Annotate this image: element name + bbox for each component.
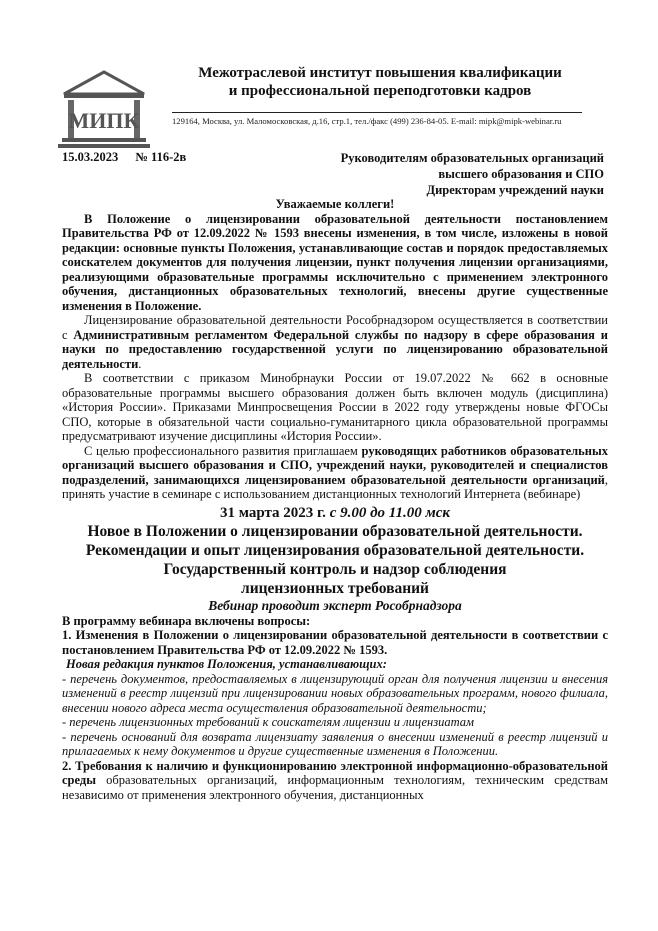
program-item-2 — [62, 759, 608, 803]
event-title-1: Новое в Положении о лицензировании образовательной деятельности. — [87, 522, 583, 540]
program-bullet-1: - перечень документов, предоставляемых в лицензирующий орган для получения лицензии и внесения изменений в реестр лицензий при лицензировании новых образовательных программ, нового филиала, внесении нового адреса места осуществления образовательной деятельности; — [62, 671, 608, 715]
program-item-2-title: 2. Требования к наличию и функционированию электронной информационно-образовательной среды — [62, 758, 608, 787]
letter-body — [62, 197, 608, 802]
document-date: 15.03.2023 — [62, 150, 119, 164]
paragraph-4-audience: руководящих работников образовательных организаций высшего образования и СПО, учреждений науки, руководителей и специалистов подразделений, занимающихся лицензированием образовательной деятельности организаций — [62, 443, 608, 487]
logo-text: МИПК — [68, 108, 140, 133]
paragraph-4 — [62, 444, 608, 502]
program-bullet-2: - перечень лицензионных требований к соискателям лицензии и лицензиатам — [62, 715, 474, 729]
program-item-1-sub: Новая редакция пунктов Положения, устанавливающих: — [66, 657, 387, 671]
paragraph-3: В соответствии с приказом Минобрнауки России от 19.07.2022 № 662 в основные образовательные программы высшего образования должен быть включен модуль (дисциплина) «История России». Приказами Минпросвещения России в 2022 году утверждены новые ФГОСы СПО, которые в обязательной части социально-гуманитарного цикла образовательной программы предусматривают изучение дисциплины «История России». — [62, 371, 608, 443]
org-line-2: и профессиональной переподготовки кадров — [228, 83, 532, 99]
paragraph-2-regulation: Административным регламентом Федеральной службы по надзору в сфере образования и науки по предоставлению государственной услуги по лицензированию образовательной деятельности — [62, 327, 608, 371]
paragraph-2-text: Лицензирование образовательной деятельности Рособрнадзором осуществляется в соответствии с — [62, 313, 608, 342]
event-title-3: Государственный контроль и надзор соблюдения — [163, 560, 507, 578]
addressee-block — [304, 150, 604, 198]
paragraph-2 — [62, 313, 608, 371]
paragraph-4-end: , принять участие в семинаре с использованием дистанционных технологий Интернета (вебинаре) — [62, 472, 608, 501]
program-bullet-3: - перечень оснований для возврата лицензиату заявления о внесении изменений в реестр лицензий и прилагаемых к нему документов и другие существенные изменения в Положении. — [62, 729, 608, 758]
greeting: Уважаемые коллеги! — [275, 197, 395, 211]
addressee-line-2: высшего образования и СПО — [438, 167, 604, 181]
event-subtitle: Вебинар проводит эксперт Рособрнадзора — [208, 597, 462, 613]
event-title-4: лицензионных требований — [241, 579, 429, 597]
addressee-line-1: Руководителям образовательных организаций — [340, 151, 604, 165]
program-item-2-text: образовательных организаций, информационным технологиям, техническим средствам независимо от применения электронного обучения, дистанционных — [62, 773, 608, 802]
event-time: с 9.00 до 11.00 мск — [325, 504, 450, 521]
program-item-1: 1. Изменения в Положении о лицензировании образовательной деятельности в соответствии с постановлением Правительства РФ от 12.09.2022 № 1593. — [62, 628, 608, 657]
organization-address: 129164, Москва, ул. Маломосковская, д.16, стр.1, тел./факс (499) 236-84-05. E-mail: mipk@mipk-webinar.ru — [172, 116, 562, 126]
paragraph-2-end: . — [138, 356, 142, 371]
organization-name — [160, 64, 600, 100]
org-line-1: Межотраслевой институт повышения квалификации — [198, 65, 562, 81]
program-intro: В программу вебинара включены вопросы: — [62, 613, 311, 628]
institute-logo — [58, 68, 150, 154]
event-date-main: 31 марта 2023 г. — [220, 504, 326, 521]
paragraph-1: В Положение о лицензировании образовательной деятельности постановлением Правительства РФ от 12.09.2022 № 1593 внесены изменения, в том числе, изложены в новой редакции: основные пункты Положения, устанавливающие состав и порядок предоставляемых соискателем документов для получения лицензии, пункт получения лицензии организациями, реализующими образовательные программы исключительно с применением электронного обучения, дистанционных образовательных технологий, внесены другие существенные изменения в Положение. — [62, 211, 608, 313]
document-number: № 116-2в — [135, 150, 187, 164]
event-date — [62, 504, 608, 522]
document-meta — [62, 150, 200, 165]
paragraph-4-text: С целью профессионального развития приглашаем — [84, 443, 362, 458]
header-divider — [172, 112, 582, 113]
event-title-2: Рекомендации и опыт лицензирования образовательной деятельности. — [85, 541, 585, 559]
addressee-line-3: Директорам учреждений науки — [426, 183, 604, 197]
